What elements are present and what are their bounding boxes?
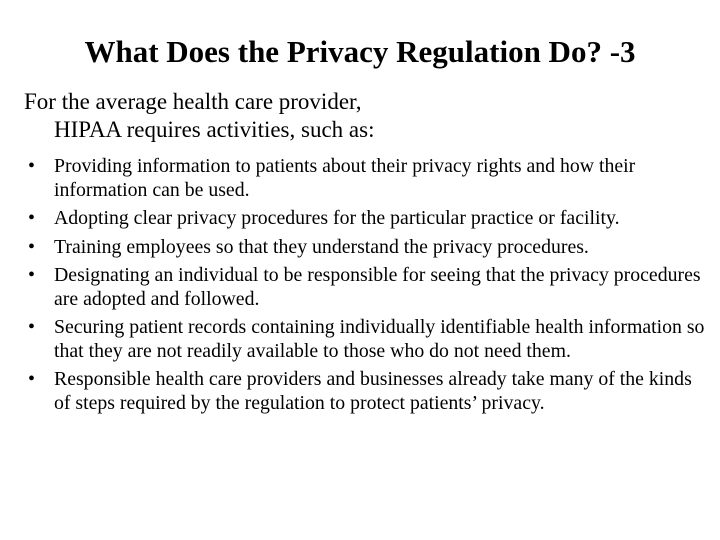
bullet-marker-icon: •: [28, 155, 35, 177]
bullet-text: Designating an individual to be responsible for seeing that the privacy procedures are adopted and followed.: [54, 264, 701, 310]
bullet-text: Adopting clear privacy procedures for the particular practice or facility.: [54, 207, 620, 229]
intro-line-1: For the average health care provider,: [24, 89, 362, 114]
bullet-item-responsible-providers: [28, 368, 712, 415]
intro-text: [24, 88, 704, 144]
bullet-marker-icon: •: [28, 207, 35, 229]
bullet-list: [28, 155, 712, 420]
bullet-marker-icon: •: [28, 235, 35, 258]
slide-title: What Does the Privacy Regulation Do? -3: [84, 34, 636, 69]
bullet-text: Securing patient records containing individually identifiable health information so that they are not readily available to those who do not need them.: [54, 316, 705, 362]
bullet-marker-icon: •: [28, 264, 35, 286]
bullet-item-patient-information: [28, 155, 712, 202]
bullet-text: Training employees so that they understand the privacy procedures.: [54, 235, 589, 258]
bullet-item-designating-individual: [28, 264, 712, 311]
bullet-item-securing-records: [28, 316, 712, 363]
bullet-text: Providing information to patients about their privacy rights and how their information can be used.: [54, 155, 636, 201]
bullet-marker-icon: •: [28, 316, 35, 338]
bullet-marker-icon: •: [28, 368, 35, 390]
intro-line-2: HIPAA requires activities, such as:: [54, 117, 375, 142]
bullet-item-privacy-procedures: [28, 207, 712, 231]
bullet-text: Responsible health care providers and businesses already take many of the kinds of steps required by the regulation to protect patients’ privacy.: [54, 368, 692, 414]
bullet-item-training-employees: [28, 236, 712, 260]
